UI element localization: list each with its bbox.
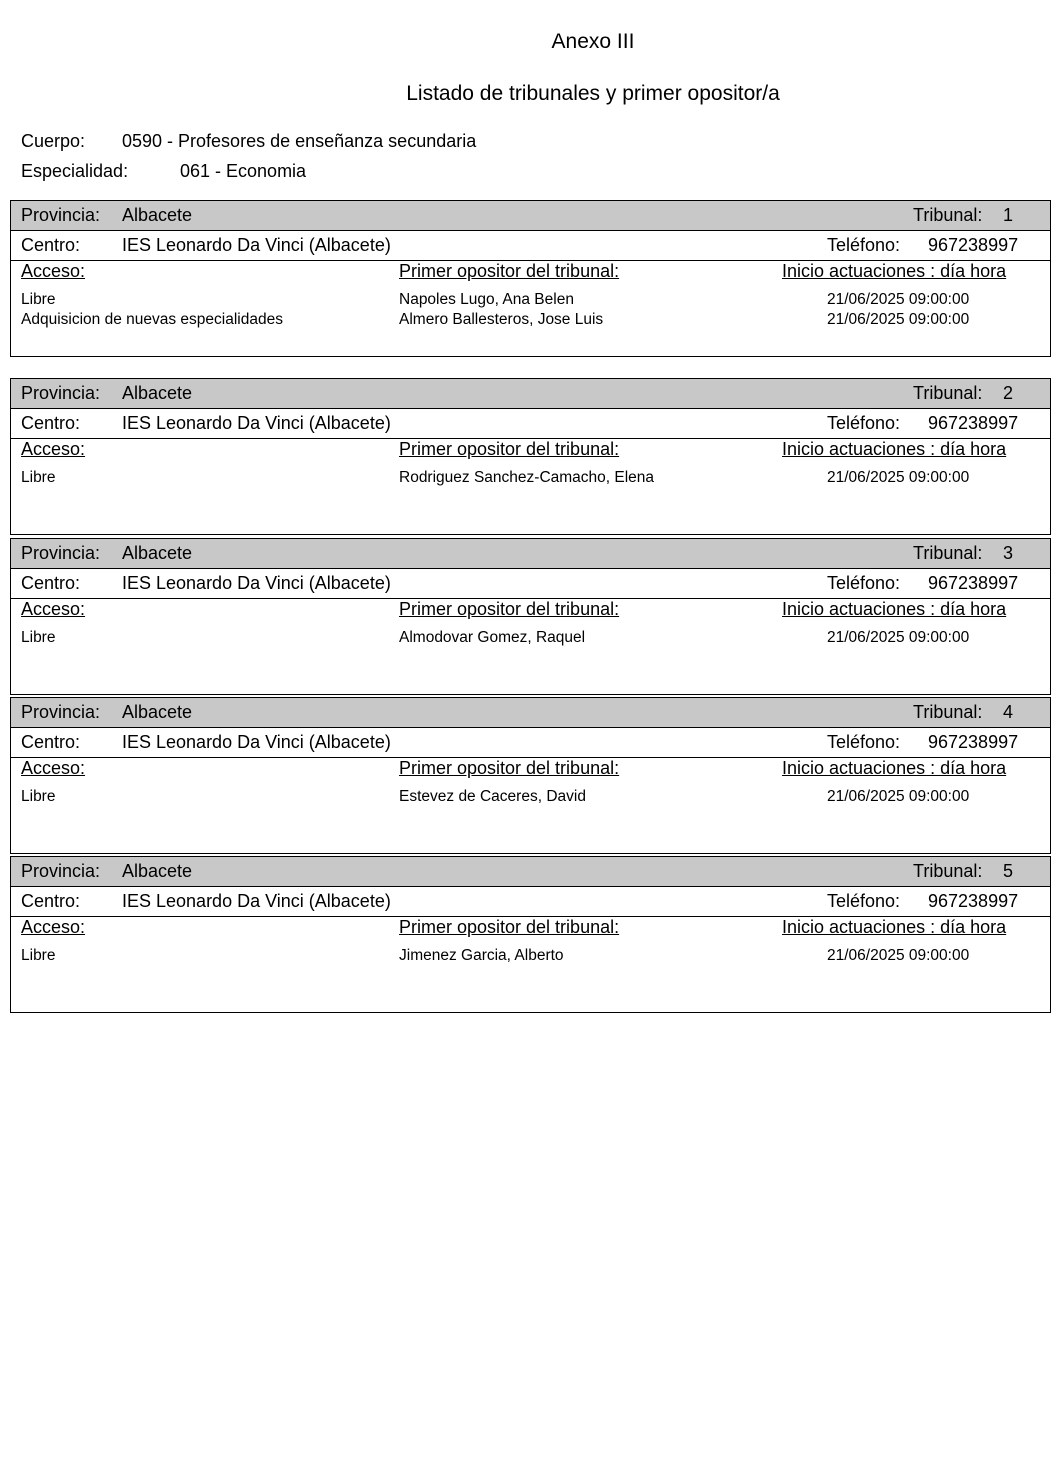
cuerpo-label: Cuerpo:: [21, 131, 86, 151]
opositor-value: Napoles Lugo, Ana Belen: [399, 291, 574, 308]
tribunal-header: [11, 857, 1050, 887]
telefono-label: Teléfono:: [827, 235, 901, 255]
centro-value: IES Leonardo Da Vinci (Albacete): [122, 891, 391, 911]
cuerpo-value: 0590 - Profesores de enseñanza secundaria: [122, 131, 477, 151]
tribunal-block-3: [10, 538, 1051, 695]
especialidad-row: [21, 161, 306, 182]
telefono-label: Teléfono:: [827, 573, 901, 593]
inicio-value: 21/06/2025 09:00:00: [827, 310, 970, 328]
acceso-header: Acceso:: [21, 599, 86, 619]
cuerpo-row: [21, 131, 476, 152]
tribunal-header: [11, 379, 1050, 409]
acceso-value: Libre: [21, 469, 56, 486]
centro-label: Centro:: [21, 235, 81, 255]
telefono-value: 967238997: [928, 573, 1019, 593]
opositor-header: Primer opositor del tribunal:: [399, 758, 620, 778]
telefono-value: 967238997: [928, 235, 1019, 255]
telefono-value: 967238997: [928, 732, 1019, 752]
opositor-rows: [11, 947, 1050, 967]
inicio-header: Inicio actuaciones : día hora: [782, 917, 1007, 937]
acceso-value: Libre: [21, 947, 56, 964]
centro-row: [11, 887, 1050, 917]
tribunal-label: Tribunal:: [913, 205, 983, 225]
centro-value: IES Leonardo Da Vinci (Albacete): [122, 732, 391, 752]
centro-value: IES Leonardo Da Vinci (Albacete): [122, 573, 391, 593]
table-row: [11, 291, 1050, 311]
opositor-rows: [11, 629, 1050, 649]
opositor-header: Primer opositor del tribunal:: [399, 261, 620, 281]
centro-value: IES Leonardo Da Vinci (Albacete): [122, 413, 391, 433]
tribunal-block-1: [10, 200, 1051, 357]
tribunal-number: 2: [1003, 383, 1014, 403]
especialidad-value: 061 - Economia: [180, 161, 307, 181]
inicio-value: 21/06/2025 09:00:00: [827, 291, 970, 308]
acceso-value: Libre: [21, 788, 56, 805]
opositor-rows: [11, 469, 1050, 489]
tribunal-block-2: [10, 378, 1051, 535]
inicio-header: Inicio actuaciones : día hora: [782, 599, 1007, 619]
opositor-header: Primer opositor del tribunal:: [399, 917, 620, 937]
inicio-value: 21/06/2025 09:00:00: [827, 947, 970, 964]
opositor-value: Almodovar Gomez, Raquel: [399, 629, 586, 646]
document-title: Anexo III: [551, 30, 635, 53]
provincia-value: Albacete: [122, 205, 193, 225]
telefono-value: 967238997: [928, 413, 1019, 433]
centro-label: Centro:: [21, 732, 81, 752]
provincia-value: Albacete: [122, 861, 193, 881]
inicio-header: Inicio actuaciones : día hora: [782, 261, 1007, 281]
provincia-label: Provincia:: [21, 383, 101, 403]
provincia-label: Provincia:: [21, 205, 101, 225]
provincia-value: Albacete: [122, 383, 193, 403]
tribunal-label: Tribunal:: [913, 702, 983, 722]
tribunal-number: 5: [1003, 861, 1014, 881]
provincia-value: Albacete: [122, 543, 193, 563]
centro-label: Centro:: [21, 413, 81, 433]
tribunal-label: Tribunal:: [913, 383, 983, 403]
telefono-label: Teléfono:: [827, 413, 901, 433]
centro-value: IES Leonardo Da Vinci (Albacete): [122, 235, 391, 255]
centro-row: [11, 728, 1050, 758]
tribunal-block-4: [10, 697, 1051, 854]
tribunal-header: [11, 201, 1050, 231]
table-row: [11, 788, 1050, 808]
opositor-value: Estevez de Caceres, David: [399, 788, 586, 805]
acceso-value: Libre: [21, 291, 56, 308]
acceso-header: Acceso:: [21, 758, 86, 778]
provincia-label: Provincia:: [21, 543, 101, 563]
inicio-value: 21/06/2025 09:00:00: [827, 469, 970, 486]
tribunal-header: [11, 539, 1050, 569]
opositor-rows: [11, 788, 1050, 808]
tribunal-number: 1: [1003, 205, 1014, 225]
tribunal-number: 3: [1003, 543, 1014, 563]
acceso-value: Libre: [21, 629, 56, 646]
opositor-value: Jimenez Garcia, Alberto: [399, 947, 564, 964]
opositor-header: Primer opositor del tribunal:: [399, 599, 620, 619]
acceso-value: Adquisicion de nuevas especialidades: [21, 310, 283, 328]
especialidad-label: Especialidad:: [21, 161, 129, 181]
telefono-label: Teléfono:: [827, 891, 901, 911]
provincia-label: Provincia:: [21, 861, 101, 881]
inicio-header: Inicio actuaciones : día hora: [782, 439, 1007, 459]
inicio-value: 21/06/2025 09:00:00: [827, 788, 970, 805]
document-subtitle: Listado de tribunales y primer opositor/a: [406, 82, 780, 105]
tribunal-block-5: [10, 856, 1051, 1013]
table-row: [11, 311, 1050, 331]
provincia-label: Provincia:: [21, 702, 101, 722]
inicio-value: 21/06/2025 09:00:00: [827, 629, 970, 646]
centro-label: Centro:: [21, 573, 81, 593]
telefono-value: 967238997: [928, 891, 1019, 911]
centro-label: Centro:: [21, 891, 81, 911]
tribunal-number: 4: [1003, 702, 1014, 722]
telefono-label: Teléfono:: [827, 732, 901, 752]
tribunal-label: Tribunal:: [913, 861, 983, 881]
table-row: [11, 629, 1050, 649]
acceso-header: Acceso:: [21, 439, 86, 459]
inicio-header: Inicio actuaciones : día hora: [782, 758, 1007, 778]
table-row: [11, 469, 1050, 489]
acceso-header: Acceso:: [21, 261, 86, 281]
opositor-header: Primer opositor del tribunal:: [399, 439, 620, 459]
centro-row: [11, 409, 1050, 439]
acceso-header: Acceso:: [21, 917, 86, 937]
provincia-value: Albacete: [122, 702, 193, 722]
tribunal-label: Tribunal:: [913, 543, 983, 563]
opositor-value: Rodriguez Sanchez-Camacho, Elena: [399, 469, 655, 486]
tribunal-header: [11, 698, 1050, 728]
centro-row: [11, 231, 1050, 261]
table-row: [11, 947, 1050, 967]
centro-row: [11, 569, 1050, 599]
opositor-value: Almero Ballesteros, Jose Luis: [399, 310, 604, 328]
opositor-rows: [11, 291, 1050, 330]
